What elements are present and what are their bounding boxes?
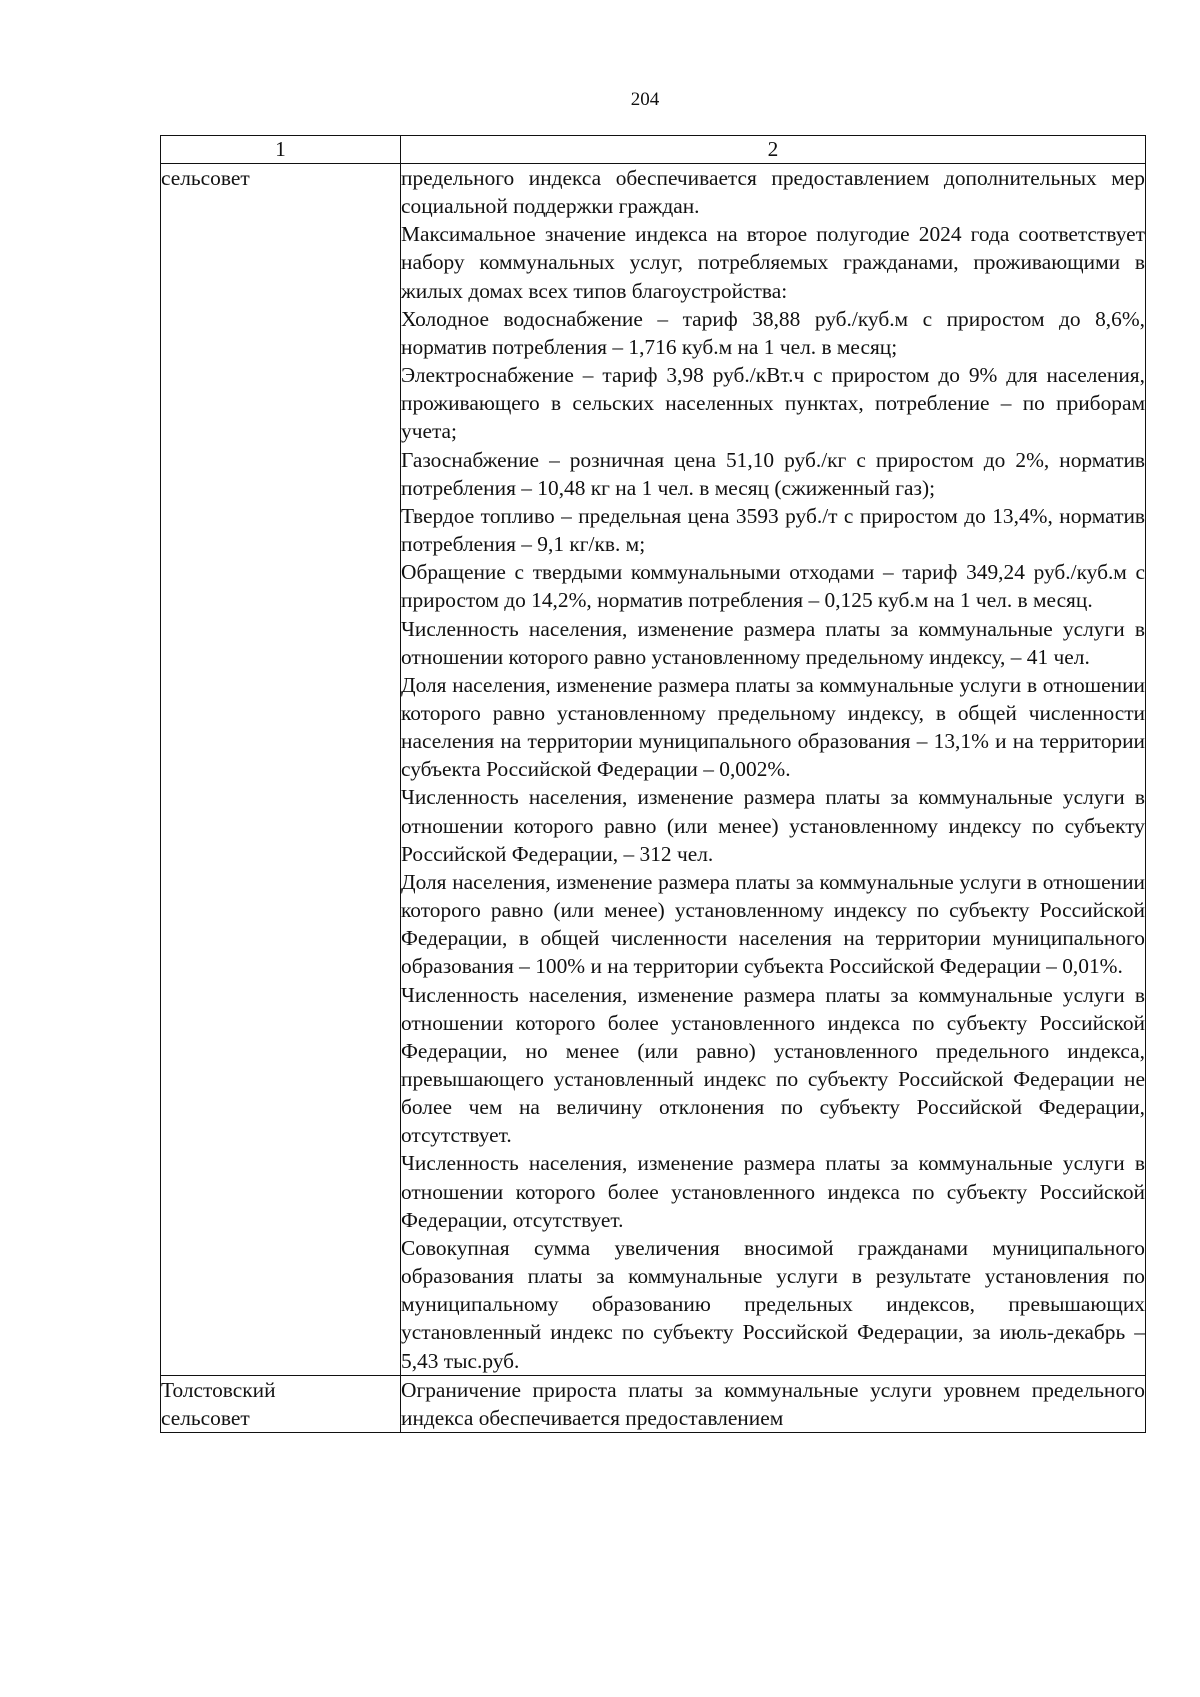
paragraph: предельного индекса обеспечивается предоставлением дополнительных мер социальной поддержки граждан.: [401, 166, 1145, 219]
municipality-cell: [161, 1375, 401, 1432]
paragraph: Холодное водоснабжение – тариф 38,88 руб./куб.м с приростом до 8,6%, норматив потребления – 1,716 куб.м на 1 чел. в месяц;: [401, 306, 1145, 359]
paragraph: Численность населения, изменение размера платы за коммунальные услуги в отношении которого более установленного индекса по субъекту Российской Федерации, но менее (или равно) установленного предельного индекса, превышающего установленный индекс по субъекту Российской Федерации не более чем на величину отклонения по субъекту Российской Федерации, отсутствует.: [401, 982, 1145, 1148]
paragraph: Обращение с твердыми коммунальными отходами – тариф 349,24 руб./куб.м с приростом до 14,2%, норматив потребления – 0,125 куб.м на 1 чел. в месяц.: [401, 560, 1145, 613]
paragraph: Доля населения, изменение размера платы за коммунальные услуги в отношении которого равно установленному предельному индексу, в общей численности населения на территории муниципального образования – 13,1% и на территории субъекта Российской Федерации – 0,002%.: [401, 672, 1145, 782]
table-row: [161, 1375, 1146, 1432]
table-header-row: [161, 136, 1146, 164]
paragraph: Электроснабжение – тариф 3,98 руб./кВт.ч с приростом до 9% для населения, проживающего в сельских населенных пунктах, потребление – по приборам учета;: [401, 363, 1145, 444]
municipality-name: Толстовский: [161, 1377, 276, 1402]
paragraph: Доля населения, изменение размера платы за коммунальные услуги в отношении которого равно (или менее) установленному индексу по субъекту Российской Федерации, в общей численности населения на территории муниципального образования – 100% и на территории субъекта Российской Федерации – 0,01%.: [401, 869, 1145, 979]
paragraph: Ограничение прироста платы за коммунальные услуги уровнем предельного индекса обеспечивается предоставлением: [401, 1377, 1145, 1430]
paragraph: Газоснабжение – розничная цена 51,10 руб./кг с приростом до 2%, норматив потребления – 10,48 кг на 1 чел. в месяц (сжиженный газ);: [401, 447, 1145, 500]
description-cell: [401, 164, 1146, 1376]
table-row: [161, 164, 1146, 1376]
municipal-index-table: [160, 135, 1146, 1433]
municipality-name: сельсовет: [161, 1405, 250, 1430]
paragraph: Твердое топливо – предельная цена 3593 руб./т с приростом до 13,4%, норматив потребления – 9,1 кг/кв. м;: [401, 503, 1145, 557]
paragraph: Численность населения, изменение размера платы за коммунальные услуги в отношении которого более установленного индекса по субъекту Российской Федерации, отсутствует.: [401, 1151, 1145, 1232]
paragraph: Численность населения, изменение размера платы за коммунальные услуги в отношении которого равно (или менее) установленному индексу по субъекту Российской Федерации, – 312 чел.: [401, 785, 1145, 866]
paragraph: Совокупная сумма увеличения вносимой гражданами муниципального образования платы за коммунальные услуги в результате установления по муниципальному образованию предельных индексов, превышающих установленный индекс по субъекту Российской Федерации, за июль-декабрь – 5,43 тыс.руб.: [401, 1235, 1145, 1373]
municipality-name: сельсовет: [161, 166, 250, 190]
page-number: 204: [630, 89, 660, 110]
municipality-cell: [161, 164, 401, 1376]
description-cell: [401, 1375, 1146, 1432]
column-header: 2: [401, 136, 1146, 164]
paragraph: Максимальное значение индекса на второе полугодие 2024 года соответствует набору коммунальных услуг, потребляемых гражданами, проживающими в жилых домах всех типов благоустройства:: [401, 222, 1145, 303]
column-header: 1: [161, 136, 401, 164]
paragraph: Численность населения, изменение размера платы за коммунальные услуги в отношении которого равно установленному предельному индексу, – 41 чел.: [401, 616, 1145, 669]
